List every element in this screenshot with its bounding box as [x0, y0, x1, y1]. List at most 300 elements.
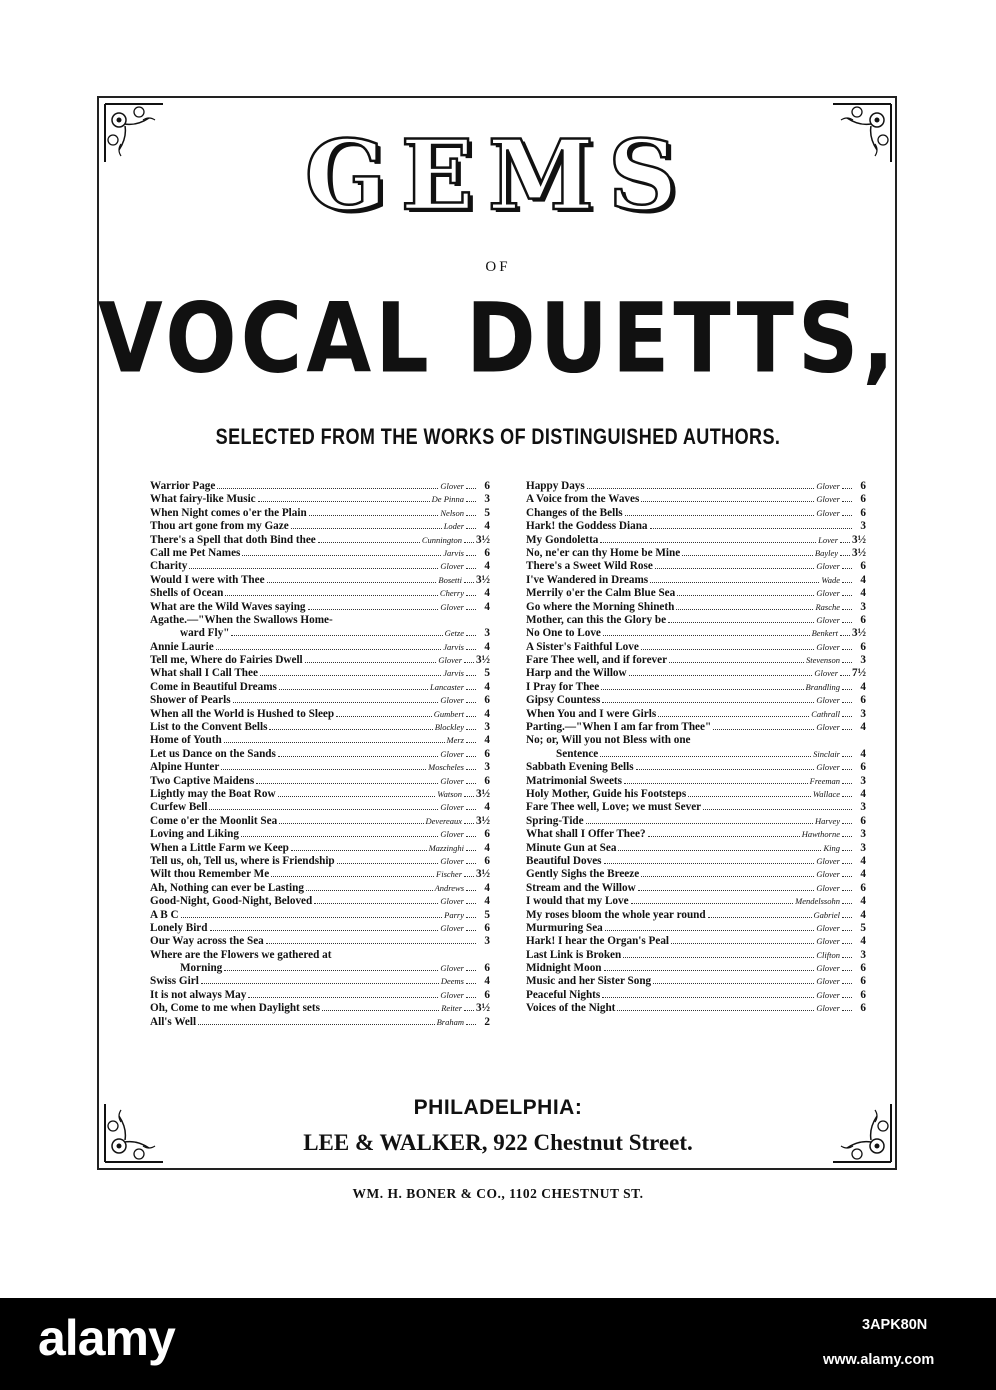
song-composer: Lancaster — [430, 681, 464, 692]
leader-dots — [682, 555, 813, 556]
leader-dots — [221, 769, 426, 770]
song-composer: Brandling — [805, 681, 840, 692]
leader-dots — [291, 850, 427, 851]
leader-dots — [189, 568, 438, 569]
song-title: All's Well — [150, 1015, 197, 1028]
leader-dots — [267, 582, 437, 583]
watermark-image-id: 3APK80N — [862, 1317, 928, 1333]
song-title: Sabbath Evening Bells — [526, 761, 634, 774]
leader-dots — [466, 609, 476, 610]
leader-dots — [314, 903, 438, 904]
song-price: 3½ — [476, 787, 490, 800]
leader-dots — [210, 930, 439, 931]
song-title: Fare Thee well, and if forever — [526, 654, 668, 667]
song-entry — [526, 507, 866, 520]
song-title: No One to Love — [526, 627, 601, 640]
song-entry — [526, 574, 866, 587]
song-price: 3½ — [476, 1002, 490, 1015]
leader-dots — [842, 1010, 852, 1011]
song-price: 3 — [860, 520, 866, 533]
song-entry — [526, 975, 866, 988]
leader-dots — [464, 1010, 474, 1011]
song-price: 4 — [860, 573, 866, 586]
song-composer: Glover — [440, 601, 464, 612]
song-price: 4 — [860, 587, 866, 600]
song-title: Harp and the Willow — [526, 667, 627, 680]
leader-dots — [466, 890, 476, 891]
leader-dots — [466, 863, 476, 864]
song-price: 6 — [860, 962, 866, 975]
leader-dots — [629, 675, 813, 676]
song-price: 6 — [484, 747, 490, 760]
song-title: Lonely Bird — [150, 921, 208, 934]
song-title: Annie Laurie — [150, 640, 214, 653]
song-price: 3½ — [476, 533, 490, 546]
song-composer: Glover — [440, 748, 464, 759]
song-price: 5 — [484, 667, 490, 680]
song-entry — [150, 761, 490, 774]
song-entry — [150, 694, 490, 707]
song-price: 3 — [860, 948, 866, 961]
song-price: 4 — [860, 721, 866, 734]
leader-dots — [641, 501, 814, 502]
song-price: 3½ — [476, 868, 490, 881]
song-entry — [526, 989, 866, 1002]
song-title: Ah, Nothing can ever be Lasting — [150, 881, 304, 894]
leader-dots — [278, 796, 436, 797]
song-composer: Glover — [816, 762, 840, 773]
leader-dots — [703, 809, 852, 810]
song-price: 4 — [484, 640, 490, 653]
leader-dots — [466, 983, 476, 984]
leader-dots — [658, 716, 809, 717]
song-title: Call me Pet Names — [150, 546, 241, 559]
leader-dots — [713, 729, 814, 730]
leader-dots — [466, 528, 476, 529]
leader-dots — [464, 876, 474, 877]
song-price: 6 — [860, 1002, 866, 1015]
printer-line: WM. H. BONER & CO., 1102 CHESTNUT ST. — [352, 1186, 644, 1201]
song-entry — [150, 922, 490, 935]
song-price: 4 — [484, 707, 490, 720]
song-title: Peaceful Nights — [526, 988, 601, 1001]
song-price: 4 — [484, 895, 490, 908]
song-entry — [526, 627, 866, 640]
leader-dots — [842, 970, 852, 971]
leader-dots — [636, 769, 815, 770]
song-entry — [150, 493, 490, 506]
song-price: 4 — [860, 854, 866, 867]
leader-dots — [842, 689, 852, 690]
song-title: It is not always May — [150, 988, 247, 1001]
song-title: Curfew Bell — [150, 801, 208, 814]
song-price: 4 — [860, 747, 866, 760]
song-price: 6 — [860, 640, 866, 653]
song-title: Midnight Moon — [526, 962, 602, 975]
leader-dots — [279, 823, 423, 824]
leader-dots — [604, 970, 815, 971]
song-title: Go where the Morning Shineth — [526, 600, 675, 613]
song-price: 4 — [484, 975, 490, 988]
leader-dots — [605, 930, 815, 931]
song-price: 3½ — [852, 627, 866, 640]
leader-dots — [337, 863, 439, 864]
leader-dots — [466, 649, 476, 650]
song-composer: Glover — [816, 922, 840, 933]
song-price: 6 — [484, 546, 490, 559]
leader-dots — [466, 997, 476, 998]
song-price: 4 — [484, 520, 490, 533]
song-list-right — [526, 480, 866, 1016]
leader-dots — [466, 783, 476, 784]
leader-dots — [842, 930, 852, 931]
leader-dots — [842, 836, 852, 837]
song-title: Last Link is Broken — [526, 948, 622, 961]
song-title: A B C — [150, 908, 179, 921]
leader-dots — [201, 983, 439, 984]
song-composer: Cathrall — [811, 708, 840, 719]
song-composer: Hawthorne — [801, 829, 840, 840]
leader-dots — [842, 890, 852, 891]
song-price: 6 — [860, 493, 866, 506]
watermark-logo: alamy — [38, 1310, 175, 1366]
leader-dots — [305, 662, 437, 663]
song-price: 4 — [484, 841, 490, 854]
song-title: Sentence — [556, 747, 599, 760]
song-title: Thou art gone from my Gaze — [150, 520, 289, 533]
song-title: Loving and Liking — [150, 828, 239, 841]
song-composer: Glover — [440, 481, 464, 491]
song-price: 6 — [484, 921, 490, 934]
song-price: 3½ — [476, 573, 490, 586]
song-composer: Glover — [816, 588, 840, 599]
song-composer: Wallace — [812, 788, 840, 799]
song-composer: Mazzinghi — [428, 842, 464, 853]
leader-dots — [466, 568, 476, 569]
song-entry — [150, 654, 490, 667]
song-title: Shower of Pearls — [150, 694, 231, 707]
song-composer: Glover — [816, 963, 840, 974]
song-title: Gipsy Countess — [526, 694, 601, 707]
song-entry — [150, 962, 490, 975]
leader-dots — [842, 716, 852, 717]
leader-dots — [617, 1010, 814, 1011]
song-title: I've Wandered in Dreams — [526, 573, 649, 586]
song-composer: Glover — [816, 494, 840, 505]
song-entry — [150, 868, 490, 881]
leader-dots — [466, 917, 476, 918]
song-composer: Moscheles — [428, 762, 464, 773]
song-composer: Devereaux — [425, 815, 463, 826]
leader-dots — [271, 876, 434, 877]
leader-dots — [602, 997, 814, 998]
song-title: Charity — [150, 560, 188, 573]
song-price: 3½ — [852, 533, 866, 546]
song-composer: Glover — [816, 869, 840, 880]
leader-dots — [624, 783, 808, 784]
song-composer: Glover — [816, 882, 840, 893]
song-price: 6 — [484, 828, 490, 841]
song-composer: Harvey — [814, 815, 840, 826]
song-title: When Night comes o'er the Plain — [150, 506, 307, 519]
song-title: No, ne'er can thy Home be Mine — [526, 546, 681, 559]
leader-dots — [224, 742, 445, 743]
song-title: Holy Mother, Guide his Footsteps — [526, 787, 687, 800]
song-entry — [150, 989, 490, 1002]
leader-dots — [336, 716, 432, 717]
leader-dots — [677, 595, 814, 596]
leader-dots — [842, 649, 852, 650]
song-composer: Benkert — [811, 628, 839, 639]
song-price: 6 — [860, 761, 866, 774]
leader-dots — [466, 501, 476, 502]
song-price: 6 — [484, 480, 490, 492]
song-composer: Glover — [438, 655, 463, 666]
leader-dots — [464, 823, 474, 824]
song-price: 4 — [484, 680, 490, 693]
song-composer: Glover — [816, 855, 840, 866]
song-title: Would I were with Thee — [150, 573, 265, 586]
leader-dots — [466, 729, 476, 730]
song-title: Oh, Come to me when Daylight sets — [150, 1002, 320, 1015]
song-title: Home of Youth — [150, 734, 222, 747]
song-entry — [526, 547, 866, 560]
song-entry — [150, 627, 490, 640]
song-entry — [150, 801, 490, 814]
leader-dots — [466, 555, 476, 556]
song-title: Let us Dance on the Sands — [150, 747, 276, 760]
song-entry — [150, 909, 490, 922]
song-price: 6 — [860, 560, 866, 573]
leader-dots — [602, 702, 814, 703]
song-composer: Glover — [440, 896, 464, 907]
song-price: 4 — [860, 868, 866, 881]
song-title: When all the World is Hushed to Sleep — [150, 707, 335, 720]
title-of: OF — [485, 259, 511, 275]
leader-dots — [216, 649, 442, 650]
leader-dots — [466, 515, 476, 516]
song-composer: Glover — [816, 481, 840, 491]
song-price: 6 — [860, 613, 866, 626]
leader-dots — [209, 809, 438, 810]
song-title: Agathe.—"When the Swallows Home- — [150, 613, 333, 626]
leader-dots — [842, 662, 852, 663]
leader-dots — [464, 542, 474, 543]
leader-dots — [318, 542, 420, 543]
leader-dots — [601, 689, 803, 690]
song-composer: Glover — [440, 829, 464, 840]
song-entry — [526, 587, 866, 600]
song-composer: Glover — [816, 1003, 840, 1014]
song-price: 6 — [860, 881, 866, 894]
song-composer: Reiter — [441, 1003, 463, 1014]
song-title: Alpine Hunter — [150, 761, 220, 774]
leader-dots — [842, 983, 852, 984]
song-price: 3 — [860, 600, 866, 613]
song-price: 5 — [484, 506, 490, 519]
song-entry — [526, 842, 866, 855]
leader-dots — [842, 756, 852, 757]
song-title: When You and I were Girls — [526, 707, 657, 720]
song-composer: Merz — [446, 735, 464, 746]
song-composer: Parry — [444, 909, 464, 920]
song-title: Stream and the Willow — [526, 881, 636, 894]
song-title: A Sister's Faithful Love — [526, 640, 639, 653]
song-composer: Glover — [816, 976, 840, 987]
song-price: 6 — [860, 506, 866, 519]
song-price: 6 — [860, 694, 866, 707]
song-composer: Getze — [444, 628, 464, 639]
leader-dots — [840, 542, 850, 543]
song-price: 4 — [860, 908, 866, 921]
song-entry — [150, 547, 490, 560]
leader-dots — [708, 917, 812, 918]
song-composer: Glover — [814, 668, 839, 679]
song-title: What shall I Offer Thee? — [526, 828, 646, 841]
leader-dots — [842, 823, 852, 824]
song-title: When a Little Farm we Keep — [150, 841, 289, 854]
watermark-site: www.alamy.com — [823, 1352, 935, 1368]
leader-dots — [466, 742, 476, 743]
leader-dots — [258, 501, 430, 502]
leader-dots — [842, 783, 852, 784]
title-gems: GEMS — [304, 119, 692, 232]
song-title: Music and her Sister Song — [526, 975, 652, 988]
song-price: 4 — [860, 680, 866, 693]
song-entry — [150, 641, 490, 654]
song-price: 3½ — [476, 814, 490, 827]
song-price: 3 — [860, 774, 866, 787]
leader-dots — [322, 1010, 439, 1011]
leader-dots — [466, 689, 476, 690]
song-price: 3 — [860, 841, 866, 854]
song-composer: Glover — [816, 507, 840, 518]
song-composer: Mendelssohn — [795, 896, 840, 907]
song-title: Hark! the Goddess Diana — [526, 520, 648, 533]
leader-dots — [842, 702, 852, 703]
song-entry — [150, 748, 490, 761]
leader-dots — [840, 675, 850, 676]
song-price: 5 — [860, 921, 866, 934]
song-title: Swiss Girl — [150, 975, 199, 988]
song-price: 3 — [860, 707, 866, 720]
leader-dots — [586, 823, 813, 824]
leader-dots — [842, 769, 852, 770]
song-entry — [526, 520, 866, 533]
song-entry — [526, 681, 866, 694]
song-entry — [526, 560, 866, 573]
song-composer: Glover — [816, 695, 840, 706]
song-entry — [526, 654, 866, 667]
song-price: 6 — [860, 814, 866, 827]
leader-dots — [306, 890, 433, 891]
leader-dots — [466, 809, 476, 810]
song-title: No; or, Will you not Bless with one — [526, 734, 691, 747]
song-composer: Braham — [436, 1016, 464, 1027]
song-price: 6 — [860, 988, 866, 1001]
song-price: 6 — [860, 975, 866, 988]
song-entry — [526, 788, 866, 801]
song-title: Come o'er the Moonlit Sea — [150, 814, 278, 827]
song-composer: Glover — [440, 989, 464, 1000]
song-composer: Gabriel — [813, 909, 840, 920]
song-title: ward Fly" — [180, 627, 230, 640]
song-entry — [526, 828, 866, 841]
leader-dots — [842, 957, 852, 958]
song-entry — [150, 788, 490, 801]
leader-dots — [631, 903, 794, 904]
leader-dots — [278, 756, 439, 757]
song-price: 2 — [484, 1015, 490, 1028]
song-price: 4 — [860, 787, 866, 800]
leader-dots — [466, 702, 476, 703]
leader-dots — [466, 675, 476, 676]
song-title: Fare Thee well, Love; we must Sever — [526, 801, 702, 814]
song-price: 4 — [860, 895, 866, 908]
leader-dots — [224, 970, 438, 971]
publisher-address: LEE & WALKER, 922 Chestnut Street. — [303, 1130, 693, 1155]
leader-dots — [638, 890, 815, 891]
leader-dots — [181, 917, 443, 918]
song-title: Changes of the Bells — [526, 506, 623, 519]
leader-dots — [464, 582, 474, 583]
song-title: Lightly may the Boat Row — [150, 787, 276, 800]
leader-dots — [618, 850, 821, 851]
leader-dots — [842, 943, 852, 944]
song-entry — [150, 587, 490, 600]
song-entry — [150, 534, 490, 547]
song-composer: Fischer — [436, 869, 463, 880]
song-price: 3½ — [852, 546, 866, 559]
song-entry — [526, 895, 866, 908]
song-composer: Glover — [816, 641, 840, 652]
song-composer: Loder — [443, 521, 464, 532]
song-price: 3½ — [476, 654, 490, 667]
leader-dots — [466, 635, 476, 636]
song-price: 7½ — [852, 667, 866, 680]
song-title: My Gondoletta — [526, 533, 599, 546]
song-composer: Andrews — [434, 882, 464, 893]
song-title: Hark! I hear the Organ's Peal — [526, 935, 670, 948]
song-title: Wilt thou Remember Me — [150, 868, 270, 881]
leader-dots — [842, 863, 852, 864]
song-title: I Pray for Thee — [526, 680, 600, 693]
song-price: 4 — [484, 600, 490, 613]
song-entry — [526, 601, 866, 614]
song-composer: Wade — [821, 574, 840, 585]
song-composer: Cherry — [439, 588, 464, 599]
song-price: 6 — [484, 854, 490, 867]
song-composer: De Pinna — [431, 494, 464, 505]
leader-dots — [842, 997, 852, 998]
song-price: 4 — [860, 935, 866, 948]
leader-dots — [466, 930, 476, 931]
song-title: Gently Sighs the Breeze — [526, 868, 640, 881]
song-entry — [526, 734, 866, 747]
song-price: 3 — [484, 761, 490, 774]
leader-dots — [604, 863, 815, 864]
leader-dots — [842, 582, 852, 583]
song-composer: Glover — [440, 802, 464, 813]
leader-dots — [641, 649, 815, 650]
song-composer: Glover — [816, 614, 840, 625]
leader-dots — [842, 850, 852, 851]
song-entry — [526, 761, 866, 774]
leader-dots — [655, 568, 815, 569]
song-entry — [150, 480, 490, 493]
song-composer: Glover — [440, 775, 464, 786]
song-price: 3 — [484, 627, 490, 640]
